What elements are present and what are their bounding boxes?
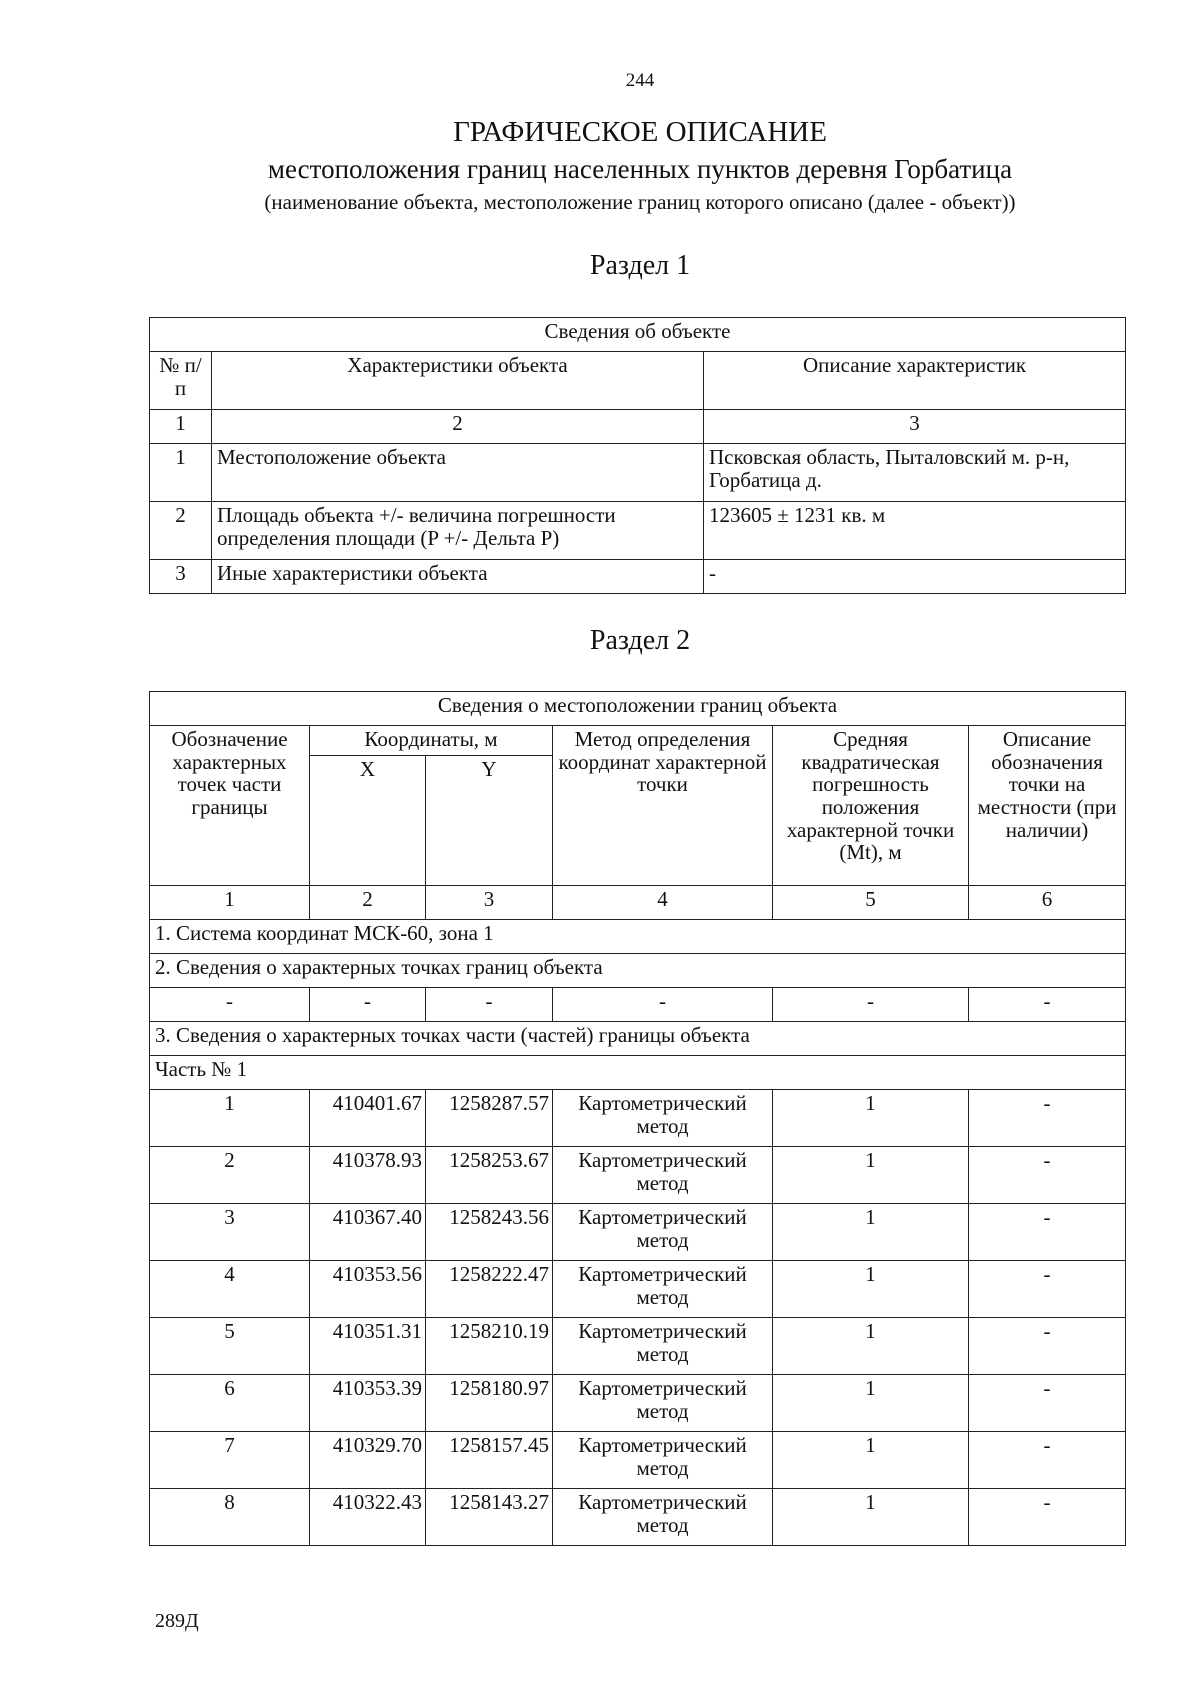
point-desc: - (969, 1261, 1126, 1318)
point-x: 410353.56 (310, 1261, 426, 1318)
boundary-caption: Сведения о местоположении границ объекта (150, 692, 1126, 726)
point-number: 6 (150, 1375, 310, 1432)
point-desc: - (969, 1489, 1126, 1546)
document-title: ГРАФИЧЕСКОЕ ОПИСАНИЕ (453, 116, 827, 148)
point-method: Картометрический метод (553, 1204, 773, 1261)
point-method: Картометрический метод (553, 1489, 773, 1546)
points-info: 2. Сведения о характерных точках границ объекта (150, 954, 1126, 988)
table-row (150, 1261, 1126, 1318)
point-desc: - (969, 1090, 1126, 1147)
point-method: Картометрический метод (553, 1261, 773, 1318)
point-desc: - (969, 1147, 1126, 1204)
point-mt: 1 (773, 1489, 969, 1546)
point-y: 1258180.97 (426, 1375, 553, 1432)
part-label: Часть № 1 (150, 1056, 1126, 1090)
point-method: Картометрический метод (553, 1090, 773, 1147)
col-number: 2 (212, 410, 704, 444)
header-x: X (310, 756, 426, 886)
col-number: 1 (150, 410, 212, 444)
col-number: 2 (310, 886, 426, 920)
dash-cell: - (553, 988, 773, 1022)
point-y: 1258143.27 (426, 1489, 553, 1546)
point-y: 1258210.19 (426, 1318, 553, 1375)
dash-cell: - (426, 988, 553, 1022)
point-y: 1258157.45 (426, 1432, 553, 1489)
table-row (150, 444, 1126, 502)
point-mt: 1 (773, 1204, 969, 1261)
col-number: 6 (969, 886, 1126, 920)
point-desc: - (969, 1204, 1126, 1261)
col-number: 5 (773, 886, 969, 920)
point-method: Картометрический метод (553, 1318, 773, 1375)
table-row (150, 1090, 1126, 1147)
point-x: 410367.40 (310, 1204, 426, 1261)
row-name: Площадь объекта +/- величина погрешности определения площади (P +/- Дельта P) (212, 502, 704, 560)
header-method: Метод определения координат характерной точки (553, 726, 773, 886)
point-mt: 1 (773, 1375, 969, 1432)
row-value: - (704, 560, 1126, 594)
page-number: 244 (625, 70, 655, 91)
header-y: Y (426, 756, 553, 886)
col-number: 3 (704, 410, 1126, 444)
point-y: 1258222.47 (426, 1261, 553, 1318)
point-number: 8 (150, 1489, 310, 1546)
dash-cell: - (969, 988, 1126, 1022)
section2-heading: Раздел 2 (589, 625, 691, 656)
point-x: 410401.67 (310, 1090, 426, 1147)
object-info-caption: Сведения об объекте (150, 318, 1126, 352)
point-x: 410351.31 (310, 1318, 426, 1375)
point-number: 3 (150, 1204, 310, 1261)
row-value: Псковская область, Пыталовский м. р-н, Горбатица д. (704, 444, 1126, 502)
point-mt: 1 (773, 1090, 969, 1147)
col-number: 4 (553, 886, 773, 920)
point-mt: 1 (773, 1432, 969, 1489)
header-coords: Координаты, м (310, 726, 553, 756)
header-number: № п/п (150, 352, 212, 410)
table-row (150, 502, 1126, 560)
table-row (150, 1318, 1126, 1375)
document-subtitle: местоположения границ населенных пунктов деревня Горбатица (267, 154, 1013, 184)
point-method: Картометрический метод (553, 1375, 773, 1432)
point-desc: - (969, 1432, 1126, 1489)
dash-cell: - (150, 988, 310, 1022)
point-y: 1258253.67 (426, 1147, 553, 1204)
col-number: 3 (426, 886, 553, 920)
dash-cell: - (773, 988, 969, 1022)
point-desc: - (969, 1375, 1126, 1432)
dash-cell: - (310, 988, 426, 1022)
section1-heading: Раздел 1 (589, 250, 691, 281)
table-row (150, 1432, 1126, 1489)
point-mt: 1 (773, 1147, 969, 1204)
row-name: Иные характеристики объекта (212, 560, 704, 594)
point-number: 4 (150, 1261, 310, 1318)
point-number: 7 (150, 1432, 310, 1489)
parts-info: 3. Сведения о характерных точках части (частей) границы объекта (150, 1022, 1126, 1056)
header-characteristics: Характеристики объекта (212, 352, 704, 410)
header-point-description: Описание обозначения точки на местности (при наличии) (969, 726, 1126, 886)
document-caption: (наименование объекта, местоположение границ которого описано (далее - объект)) (264, 190, 1016, 214)
header-description: Описание характеристик (704, 352, 1126, 410)
row-value: 123605 ± 1231 кв. м (704, 502, 1126, 560)
point-y: 1258243.56 (426, 1204, 553, 1261)
point-mt: 1 (773, 1318, 969, 1375)
col-number: 1 (150, 886, 310, 920)
point-mt: 1 (773, 1261, 969, 1318)
table-row (150, 560, 1126, 594)
header-error: Средняя квадратическая погрешность положения характерной точки (Mt), м (773, 726, 969, 886)
point-x: 410353.39 (310, 1375, 426, 1432)
point-x: 410329.70 (310, 1432, 426, 1489)
row-number: 3 (150, 560, 212, 594)
point-desc: - (969, 1318, 1126, 1375)
boundary-points-table (149, 691, 1126, 1546)
table-row (150, 1204, 1126, 1261)
object-info-table (149, 317, 1126, 594)
point-method: Картометрический метод (553, 1432, 773, 1489)
point-number: 2 (150, 1147, 310, 1204)
point-number: 5 (150, 1318, 310, 1375)
point-x: 410378.93 (310, 1147, 426, 1204)
footer-code: 289Д (155, 1610, 199, 1632)
point-method: Картометрический метод (553, 1147, 773, 1204)
point-number: 1 (150, 1090, 310, 1147)
table-row (150, 1375, 1126, 1432)
point-y: 1258287.57 (426, 1090, 553, 1147)
coord-system: 1. Система координат МСК-60, зона 1 (150, 920, 1126, 954)
header-designation: Обозначение характерных точек части границы (150, 726, 310, 886)
point-x: 410322.43 (310, 1489, 426, 1546)
table-row (150, 1147, 1126, 1204)
row-number: 2 (150, 502, 212, 560)
row-number: 1 (150, 444, 212, 502)
table-row (150, 988, 1126, 1022)
table-row (150, 1489, 1126, 1546)
row-name: Местоположение объекта (212, 444, 704, 502)
